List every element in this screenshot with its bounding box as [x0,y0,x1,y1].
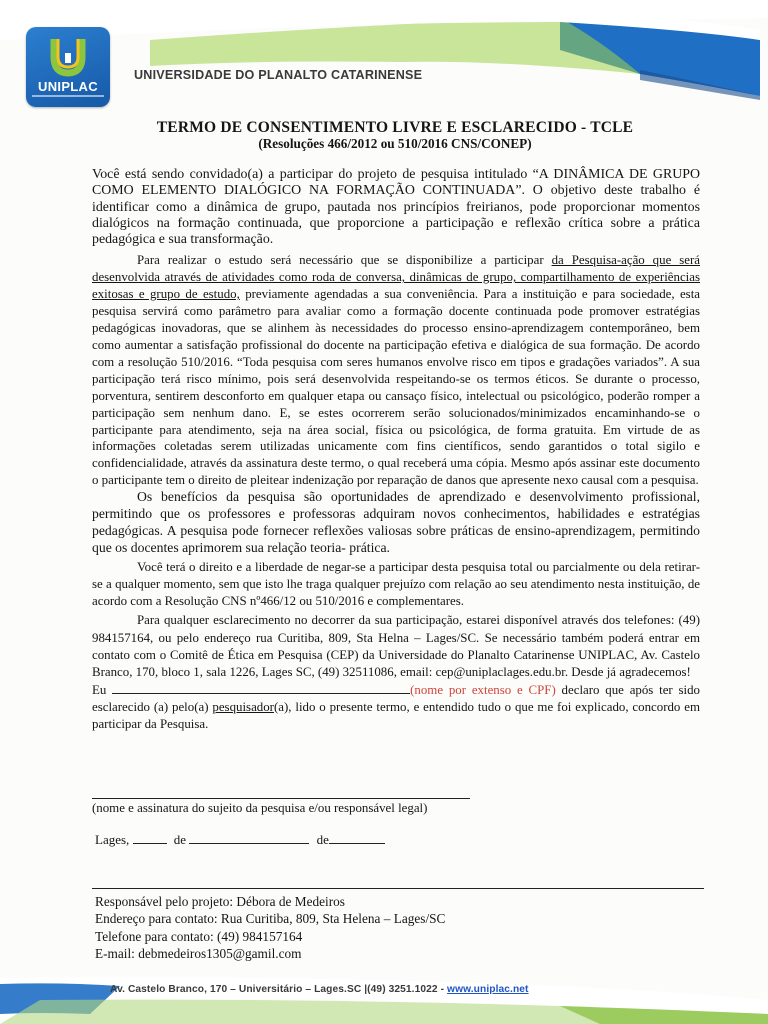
underlined-activities: da Pesquisa-ação que será desenvolvida através de atividades como roda de conversa, dinâmicas de grupo, compartilhamento de experiências exitosas e grupo de estudo, [92,253,700,302]
footer-band [0,970,768,1024]
separator-line [92,888,704,889]
logo-u-icon [46,35,90,79]
responsible-block [95,893,445,962]
name-cpf-hint: (nome por extenso e CPF) [410,682,556,697]
day-blank [133,833,167,844]
document-title: TERMO DE CONSENTIMENTO LIVRE E ESCLARECIDO - TCLE [156,119,634,136]
footer-website-link[interactable]: www.uniplac.net [447,984,529,995]
paragraph-contact: Para qualquer esclarecimento no decorrer da sua participação, estarei disponível através dos telefones: (49) 984157164, ou pelo endereço rua Curitiba, 809, Sta Helna – Lages/SC. Se necessário também poderá entrar em contato com o Comitê de Ética em Pesquisa (CEP) da Universidade do Planalto Catarinense UNIPLAC, Av. Castelo Branco, 170, bloco 1, sala 1226, Lages SC, (49) 32511086, email: cep@uniplaclages.edu.br. Desde já agradecemos! [92,613,700,680]
date-row: Lages, de de [95,832,385,848]
name-blank-line [112,682,410,694]
logo-underline [32,95,104,97]
document-subtitle: (Resoluções 466/2012 ou 510/2016 CNS/CONEP) [258,136,532,151]
paragraph-intro: Você está sendo convidado(a) a participar do projeto de pesquisa intitulado “A DINÂMICA DE GRUPO COMO ELEMENTO DIALÓGICO NA FORMAÇÃO CONTINUADA”. O objetivo deste trabalho é identificar como a dinâmica de grupo, pautada nos princípios freirianos, pode proporcionar momentos dialógicos na formação continuada, que proporcione a participação e reflexão crítica sobre a prática pedagógica e sua transformação. [92,167,700,248]
university-name: UNIVERSIDADE DO PLANALTO CATARINENSE [134,68,423,82]
paragraph-declaration: Eu (nome por extenso e CPF) declaro que após ter sido esclarecido (a) pelo(a) pesquisador(a), lido o presente termo, e entendido tudo o que me foi explicado, concordo em participar da Pesquisa. [92,682,701,732]
responsible-email: E-mail: debmedeiros1305@gamil.com [95,945,302,961]
responsible-phone: Telefone para contato: (49) 984157164 [95,928,303,944]
signature-line [92,798,470,799]
logo-text: UNIPLAC [38,79,98,94]
header-band [0,0,768,110]
document-body [92,167,700,733]
paragraph-rights: Você terá o direito e a liberdade de negar-se a participar desta pesquisa total ou parcialmente ou dela retirar-se a qualquer momento, sem que isto lhe traga qualquer prejuízo com relação ao seu atendimento nesta instituição, de acordo com a Resolução CNS nº466/12 ou 510/2016 e complementares. [92,559,700,609]
month-blank [189,833,309,844]
signature-caption: (nome e assinatura do sujeito da pesquisa e/ou responsável legal) [92,801,428,815]
responsible-address: Endereço para contato: Rua Curitiba, 809, Sta Helena – Lages/SC [95,911,446,927]
year-blank [329,833,385,844]
uniplac-logo [26,27,110,107]
paragraph-procedure: Para realizar o estudo será necessário que se disponibilize a participar da Pesquisa-ação que será desenvolvida através de atividades como roda de conversa, dinâmicas de grupo, compartilhamento de experiências exitosas e grupo de estudo, previamente agendadas a sua conveniência. Para a instituição e para sociedade, esta pesquisa servirá como parâmetro para avaliar como a formação docente continuada pode promover estratégias pedagógicas inovadoras, que se alinhem às necessidades do processo ensino-aprendizagem contemporâneo, bem como aumentar a satisfação profissional do docente na participação efetiva e dialógica de sua formação. De acordo com a resolução 510/2016. “Toda pesquisa com seres humanos envolve risco em tipos e gradações variados”. A sua participação terá risco mínimo, pois será desenvolvida respeitando-se os termos éticos. Se durante o processo, porventura, sentirem desconforto em qualquer etapa ou cansaço físico, intelectual ou psicológico, poderão romper a participação sem nenhum dano. E, se estes ocorrerem serão solucionados/minimizados encaminhando-se o participante para atendimento, seja na área social, física ou psicológica, de forma gratuita. Em virtude de as informações coletadas serem utilizadas unicamente com fins científicos, sendo garantidos o total sigilo e confidencialidade, através da assinatura deste termo, o qual receberá uma cópia. Mesmo após assinar este documento o participante tem o direito de pleitear indenização por reparação de danos que apresente nexo causal com a pesquisa. [92,253,701,488]
responsible-name: Responsável pelo projeto: Débora de Medeiros [95,894,345,909]
paragraph-benefits: Os benefícios da pesquisa são oportunidades de aprendizado e desenvolvimento profissional, permitindo que os professores e professoras adquiram novos conhecimentos, habilidades e estratégias pedagógicas. A pesquisa pode fornecer reflexões valiosas sobre práticas de ensino-aprendizagem, permitindo que os docentes aprimorem sua relação teoria- prática. [92,489,700,555]
footer-address: Av. Castelo Branco, 170 – Universitário – Lages.SC |(49) 3251.1022 - www.uniplac.net [110,984,529,995]
